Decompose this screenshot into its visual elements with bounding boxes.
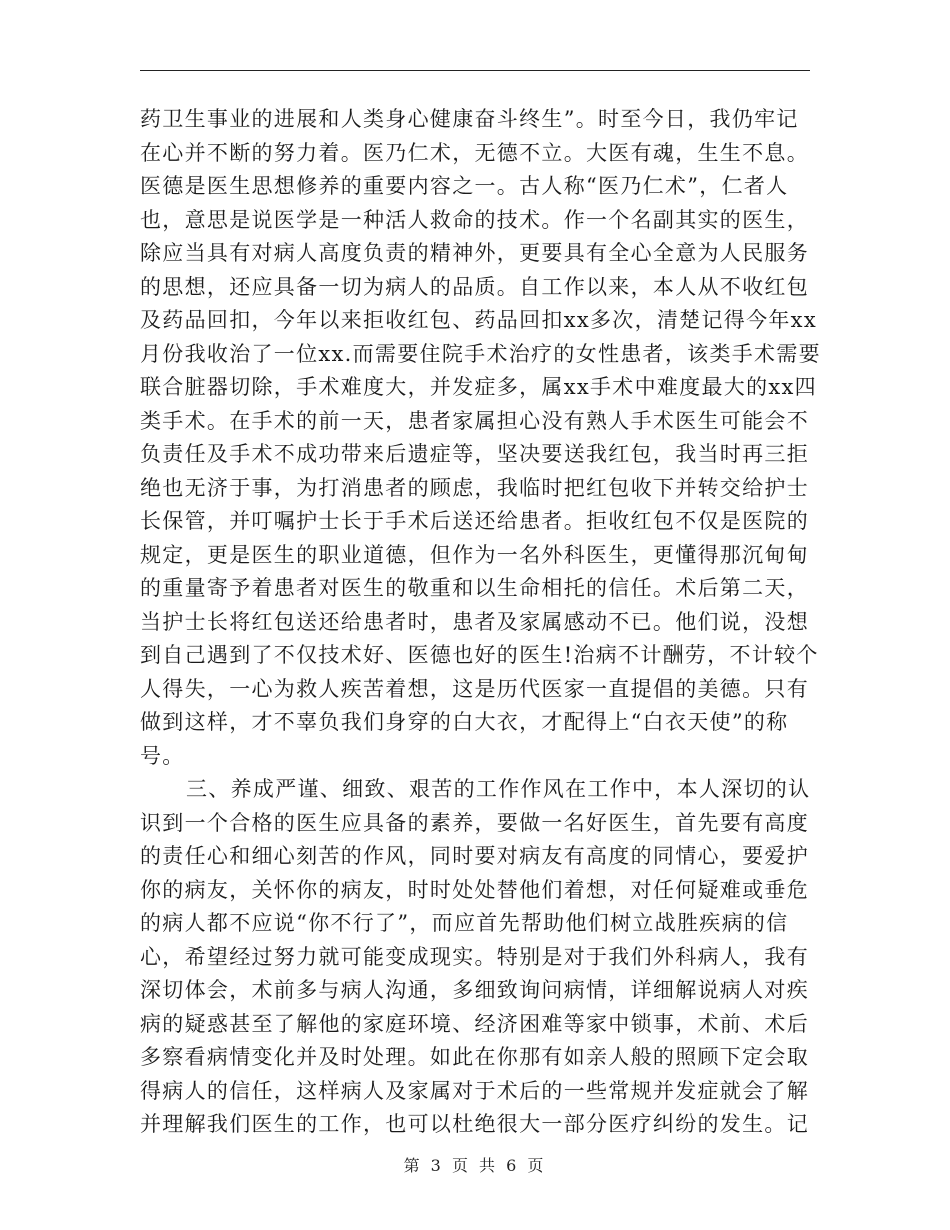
text-line: 的思想，还应具备一切为病人的品质。自工作以来，本人从不收红包 xyxy=(140,274,809,299)
text-line: 人得失，一心为救人疾苦着想，这是历代医家一直提倡的美德。只有 xyxy=(140,676,809,701)
text-line: 的病人都不应说“你不行了”，而应首先帮助他们树立战胜疾病的信 xyxy=(140,911,789,935)
text-line: 得病人的信任，这样病人及家属对于术后的一些常规并发症就会了解 xyxy=(140,1078,809,1103)
text-line: 当护士长将红包送还给患者时，患者及家属感动不已。他们说，没想 xyxy=(140,609,809,634)
text-line: 到自己遇到了不仅技术好、医德也好的医生!治病不计酬劳，不计较个 xyxy=(140,643,819,667)
text-line: 病的疑惑甚至了解他的家庭环境、经济困难等家中锁事，术前、术后 xyxy=(140,1011,809,1036)
page-number-footer: 第 3 页 共 6 页 xyxy=(403,1156,547,1175)
paragraph-start-line: 三、养成严谨、细致、艰苦的工作作风在工作中，本人深切的认 xyxy=(186,777,811,801)
text-line: 的责任心和细心刻苦的作风，同时要对病友有高度的同情心，要爱护 xyxy=(140,844,809,868)
text-line: 深切体会，术前多与病人沟通，多细致询问病情，详细解说病人对疾 xyxy=(140,978,809,1002)
text-line: 及药品回扣，今年以来拒收红包、药品回扣xx多次，清楚记得今年xx xyxy=(140,308,817,332)
text-line: 多察看病情变化并及时处理。如此在你那有如亲人般的照顾下定会取 xyxy=(140,1045,809,1069)
text-line: 在心并不断的努力着。医乃仁术，无德不立。大医有魂，生生不息。 xyxy=(140,140,809,165)
text-line: 药卫生事业的进展和人类身心健康奋斗终生”。时至今日，我仍牢记 xyxy=(140,107,799,131)
text-line: 联合脏器切除，手术难度大，并发症多，属xx手术中难度最大的xx四 xyxy=(140,375,817,399)
text-line: 做到这样，才不辜负我们身穿的白大衣，才配得上“白衣天使”的称 xyxy=(140,710,789,734)
text-line: 识到一个合格的医生应具备的素养，要做一名好医生，首先要有高度 xyxy=(140,810,809,835)
text-line: 月份我收治了一位xx.而需要住院手术治疗的女性患者，该类手术需要 xyxy=(140,341,821,366)
text-line: 的重量寄予着患者对医生的敬重和以生命相托的信任。术后第二天， xyxy=(140,576,809,600)
text-line: 也，意思是说医学是一种活人救命的技术。作一个名副其实的医生， xyxy=(140,207,809,232)
text-line: 长保管，并叮嘱护士长于手术后送还给患者。拒收红包不仅是医院的 xyxy=(140,509,809,533)
text-line: 负责任及手术不成功带来后遗症等，坚决要送我红包，我当时再三拒 xyxy=(140,442,809,466)
text-line: 除应当具有对病人高度负责的精神外，更要具有全心全意为人民服务 xyxy=(140,241,809,265)
text-line: 并理解我们医生的工作，也可以杜绝很大一部分医疗纠纷的发生。记 xyxy=(140,1112,809,1136)
text-line: 规定，更是医生的职业道德，但作为一名外科医生，更懂得那沉甸甸 xyxy=(140,542,809,567)
text-line: 医德是医生思想修养的重要内容之一。古人称“医乃仁术”，仁者人 xyxy=(140,174,789,198)
document-body xyxy=(140,103,821,1142)
text-line: 你的病友，关怀你的病友，时时处处替他们着想，对任何疑难或垂危 xyxy=(140,877,809,902)
text-line: 号。 xyxy=(140,743,185,768)
text-line: 心，希望经过努力就可能变成现实。特别是对于我们外科病人，我有 xyxy=(140,944,809,969)
text-line: 类手术。在手术的前一天，患者家属担心没有熟人手术医生可能会不 xyxy=(140,408,809,433)
header-rule xyxy=(140,70,810,71)
text-line: 绝也无济于事，为打消患者的顾虑，我临时把红包收下并转交给护士 xyxy=(140,475,809,500)
